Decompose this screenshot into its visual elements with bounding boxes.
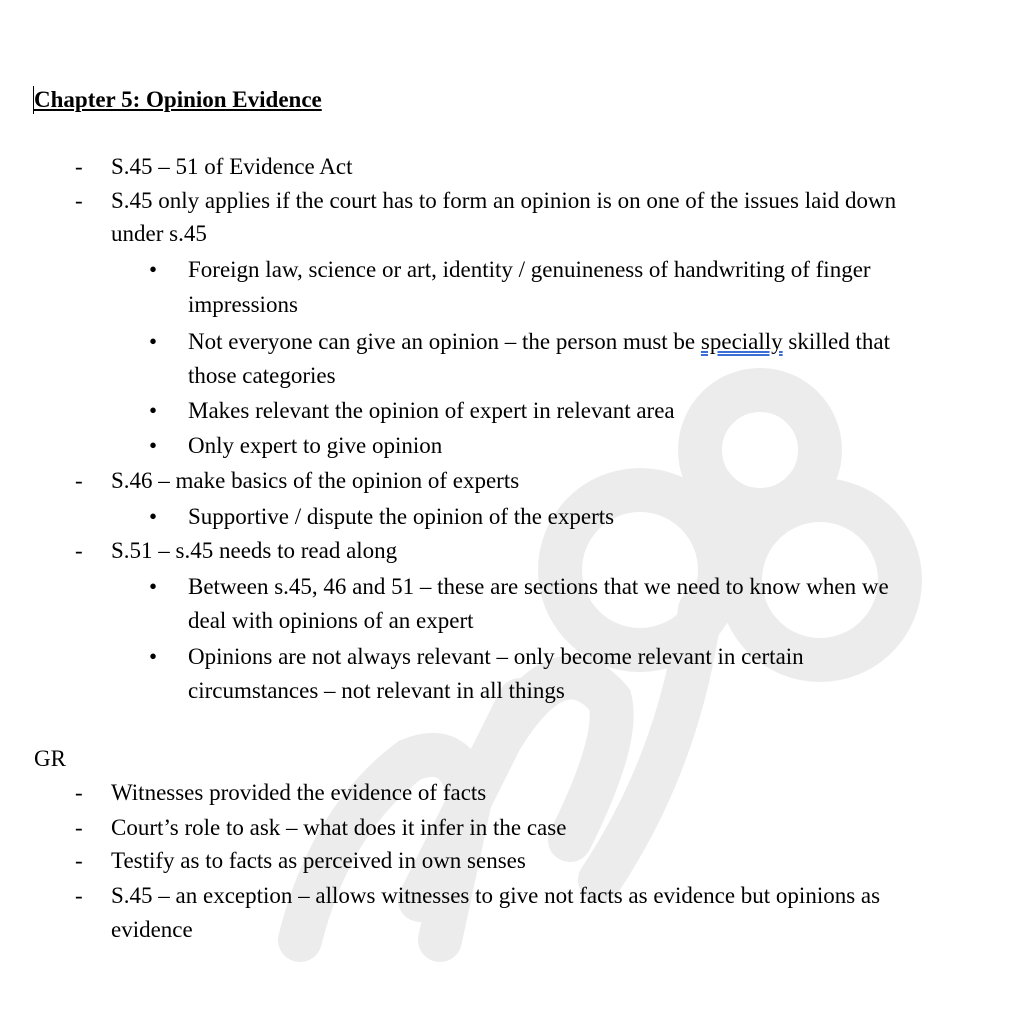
list-item: evidence — [111, 917, 193, 942]
list-item: S.45 – an exception – allows witnesses to give not facts as evidence but opinions as — [111, 883, 881, 908]
list-item: S.45 only applies if the court has to form an opinion is on one of the issues laid down — [111, 188, 897, 213]
dash-marker: - — [75, 815, 83, 840]
sub-list-item: impressions — [188, 292, 298, 317]
list-item: S.45 – 51 of Evidence Act — [111, 154, 353, 179]
list-item: S.51 – s.45 needs to read along — [111, 538, 398, 563]
bullet-marker: • — [149, 504, 158, 529]
sub-list-item: Makes relevant the opinion of expert in relevant area — [188, 398, 675, 423]
dash-marker: - — [75, 154, 83, 179]
dash-marker: - — [75, 780, 83, 805]
dash-marker: - — [75, 538, 83, 563]
dash-marker: - — [75, 468, 83, 493]
bullet-marker: • — [149, 398, 158, 423]
list-item: Witnesses provided the evidence of facts — [111, 780, 487, 805]
chapter-title: Chapter 5: Opinion Evidence — [34, 87, 322, 112]
bullet-marker: • — [149, 644, 158, 669]
sub-list-item: Only expert to give opinion — [188, 433, 443, 458]
section-heading: GR — [34, 746, 66, 771]
list-item: Court’s role to ask – what does it infer in the case — [111, 815, 567, 840]
dash-marker: - — [75, 188, 83, 213]
text: skilled that — [782, 329, 890, 354]
bullet-marker: • — [149, 574, 158, 599]
sub-list-item: deal with opinions of an expert — [188, 608, 474, 633]
list-item: S.46 – make basics of the opinion of experts — [111, 468, 520, 493]
sub-list-item: those categories — [188, 363, 336, 388]
dash-marker: - — [75, 883, 83, 908]
list-item: Testify as to facts as perceived in own senses — [111, 848, 526, 873]
sub-list-item: Between s.45, 46 and 51 – these are sections that we need to know when we — [188, 574, 889, 599]
spellcheck-flagged-word[interactable]: specially — [700, 329, 783, 354]
bullet-marker: • — [149, 257, 158, 282]
sub-list-item: Opinions are not always relevant – only become relevant in certain — [188, 644, 804, 669]
bullet-marker: • — [149, 433, 158, 458]
sub-list-item — [188, 328, 890, 356]
dash-marker: - — [75, 848, 83, 873]
bullet-marker: • — [149, 329, 158, 354]
sub-list-item: circumstances – not relevant in all things — [188, 678, 565, 703]
text: Not everyone can give an opinion – the person must be — [188, 329, 701, 354]
sub-list-item: Supportive / dispute the opinion of the experts — [188, 504, 615, 529]
list-item: under s.45 — [111, 221, 207, 246]
sub-list-item: Foreign law, science or art, identity / genuineness of handwriting of finger — [188, 257, 871, 282]
